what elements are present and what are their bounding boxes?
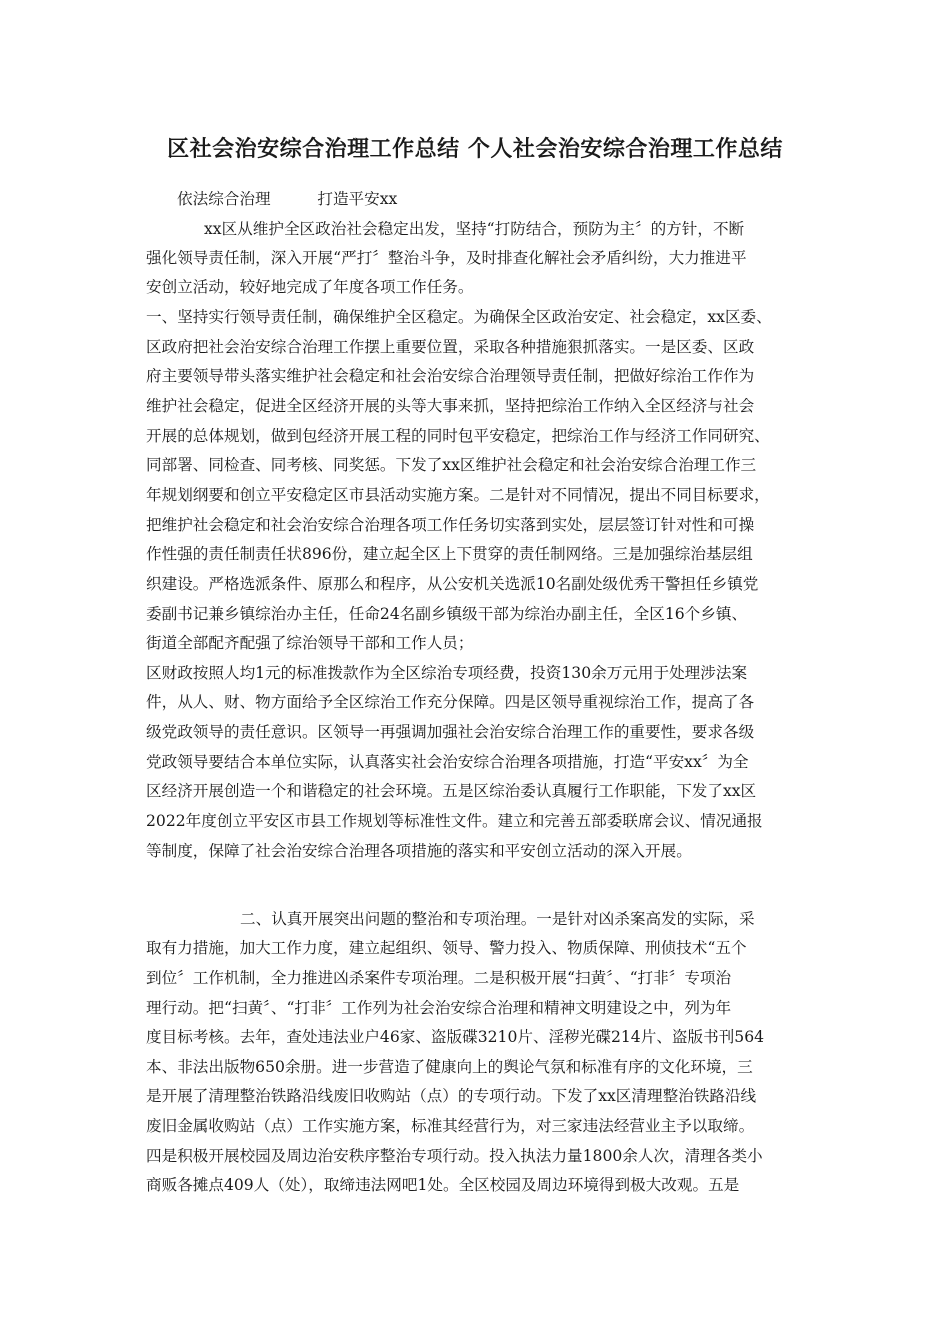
paragraph-line: 四是积极开展校园及周边治安秩序整治专项行动。投入执法力量1800余人次，清理各类小 <box>146 1147 763 1165</box>
paragraph-line: 度目标考核。去年，查处违法业户46家、盗版碟3210片、淫秽光碟214片、盗版书刊564 <box>146 1028 765 1046</box>
paragraph-line: 理行动。把“扫黄〞、“打非〞工作列为社会治安综合治理和精神文明建设之中，列为年 <box>146 999 732 1017</box>
paragraph-line: 2022年度创立平安区市县工作规划等标准性文件。建立和完善五部委联席会议、情况通报 <box>146 812 763 830</box>
paragraph-line: 作性强的责任制责任状896份，建立起全区上下贯穿的责任制网络。三是加强综治基层组 <box>146 545 753 563</box>
paragraph-line: 把维护社会稳定和社会治安综合治理各项工作任务切实落到实处，层层签订针对性和可操 <box>146 516 755 534</box>
paragraph-line: 安创立活动，较好地完成了年度各项工作任务。 <box>146 278 474 296</box>
paragraph-line: 到位〞工作机制，全力推进凶杀案件专项治理。二是积极开展“扫黄〞、“打非〞专项治 <box>146 969 732 987</box>
paragraph-line: 级党政领导的责任意识。区领导一再强调加强社会治安综合治理工作的重要性，要求各级 <box>146 723 755 741</box>
paragraph-line: 同部署、同检查、同考核、同奖惩。下发了xx区维护社会稳定和社会治安综合治理工作三 <box>146 456 757 474</box>
paragraph-line: 一、坚持实行领导责任制，确保维护全区稳定。为确保全区政治安定、社会稳定，xx区委、 <box>146 308 772 326</box>
document-title: 区社会治安综合治理工作总结 个人社会治安综合治理工作总结 <box>167 137 783 162</box>
paragraph-line: 委副书记兼乡镇综治办主任，任命24名副乡镇级干部为综治办副主任，全区16个乡镇、 <box>146 605 748 623</box>
paragraph-line: 区政府把社会治安综合治理工作摆上重要位置，采取各种措施狠抓落实。一是区委、区政 <box>146 338 755 356</box>
paragraph-line: 区财政按照人均1元的标准拨款作为全区综治专项经费，投资130余万元用于处理涉法案 <box>146 664 748 682</box>
paragraph-line: 维护社会稳定，促进全区经济开展的头等大事来抓，坚持把综治工作纳入全区经济与社会 <box>146 397 755 415</box>
paragraph-line: 是开展了清理整治铁路沿线废旧收购站（点）的专项行动。下发了xx区清理整治铁路沿线 <box>146 1087 757 1105</box>
paragraph-line: 本、非法出版物650余册。进一步营造了健康向上的舆论气氛和标准有序的文化环境，三 <box>146 1058 753 1076</box>
paragraph-line: 商贩各摊点409人（处），取缔违法网吧1处。全区校园及周边环境得到极大改观。五是 <box>146 1176 740 1194</box>
paragraph-line: 织建设。严格选派条件、原那么和程序，从公安机关选派10名副处级优秀干警担任乡镇党 <box>146 575 759 593</box>
paragraph-line: xx区从维护全区政治社会稳定出发，坚持“打防结合，预防为主〞的方针，不断 <box>204 220 745 238</box>
subtitle-line: 依法综合治理 打造平安xx <box>177 190 398 208</box>
paragraph-line: 二、认真开展突出问题的整治和专项治理。一是针对凶杀案高发的实际，采 <box>240 910 755 928</box>
paragraph-line: 强化领导责任制，深入开展“严打〞整治斗争，及时排查化解社会矛盾纠纷，大力推进平 <box>146 249 747 267</box>
paragraph-line: 府主要领导带头落实维护社会稳定和社会治安综合治理领导责任制，把做好综治工作作为 <box>146 367 755 385</box>
paragraph-line: 件，从人、财、物方面给予全区综治工作充分保障。四是区领导重视综治工作，提高了各 <box>146 693 755 711</box>
paragraph-line: 区经济开展创造一个和谐稳定的社会环境。五是区综治委认真履行工作职能，下发了xx区 <box>146 782 757 800</box>
paragraph-line: 开展的总体规划，做到包经济开展工程的同时包平安稳定，把综治工作与经济工作同研究、 <box>146 427 770 445</box>
paragraph-line: 党政领导要结合本单位实际，认真落实社会治安综合治理各项措施，打造“平安xx〞为全 <box>146 753 749 771</box>
paragraph-line: 街道全部配齐配强了综治领导干部和工作人员； <box>146 634 474 652</box>
paragraph-line: 年规划纲要和创立平安稳定区市县活动实施方案。二是针对不同情况，提出不同目标要求， <box>146 486 770 504</box>
paragraph-line: 等制度，保障了社会治安综合治理各项措施的落实和平安创立活动的深入开展。 <box>146 842 692 860</box>
paragraph-line: 取有力措施，加大工作力度，建立起组织、领导、警力投入、物质保障、刑侦技术“五个 <box>146 939 747 957</box>
paragraph-line: 废旧金属收购站（点）工作实施方案，标准其经营行为，对三家违法经营业主予以取缔。 <box>146 1117 755 1135</box>
